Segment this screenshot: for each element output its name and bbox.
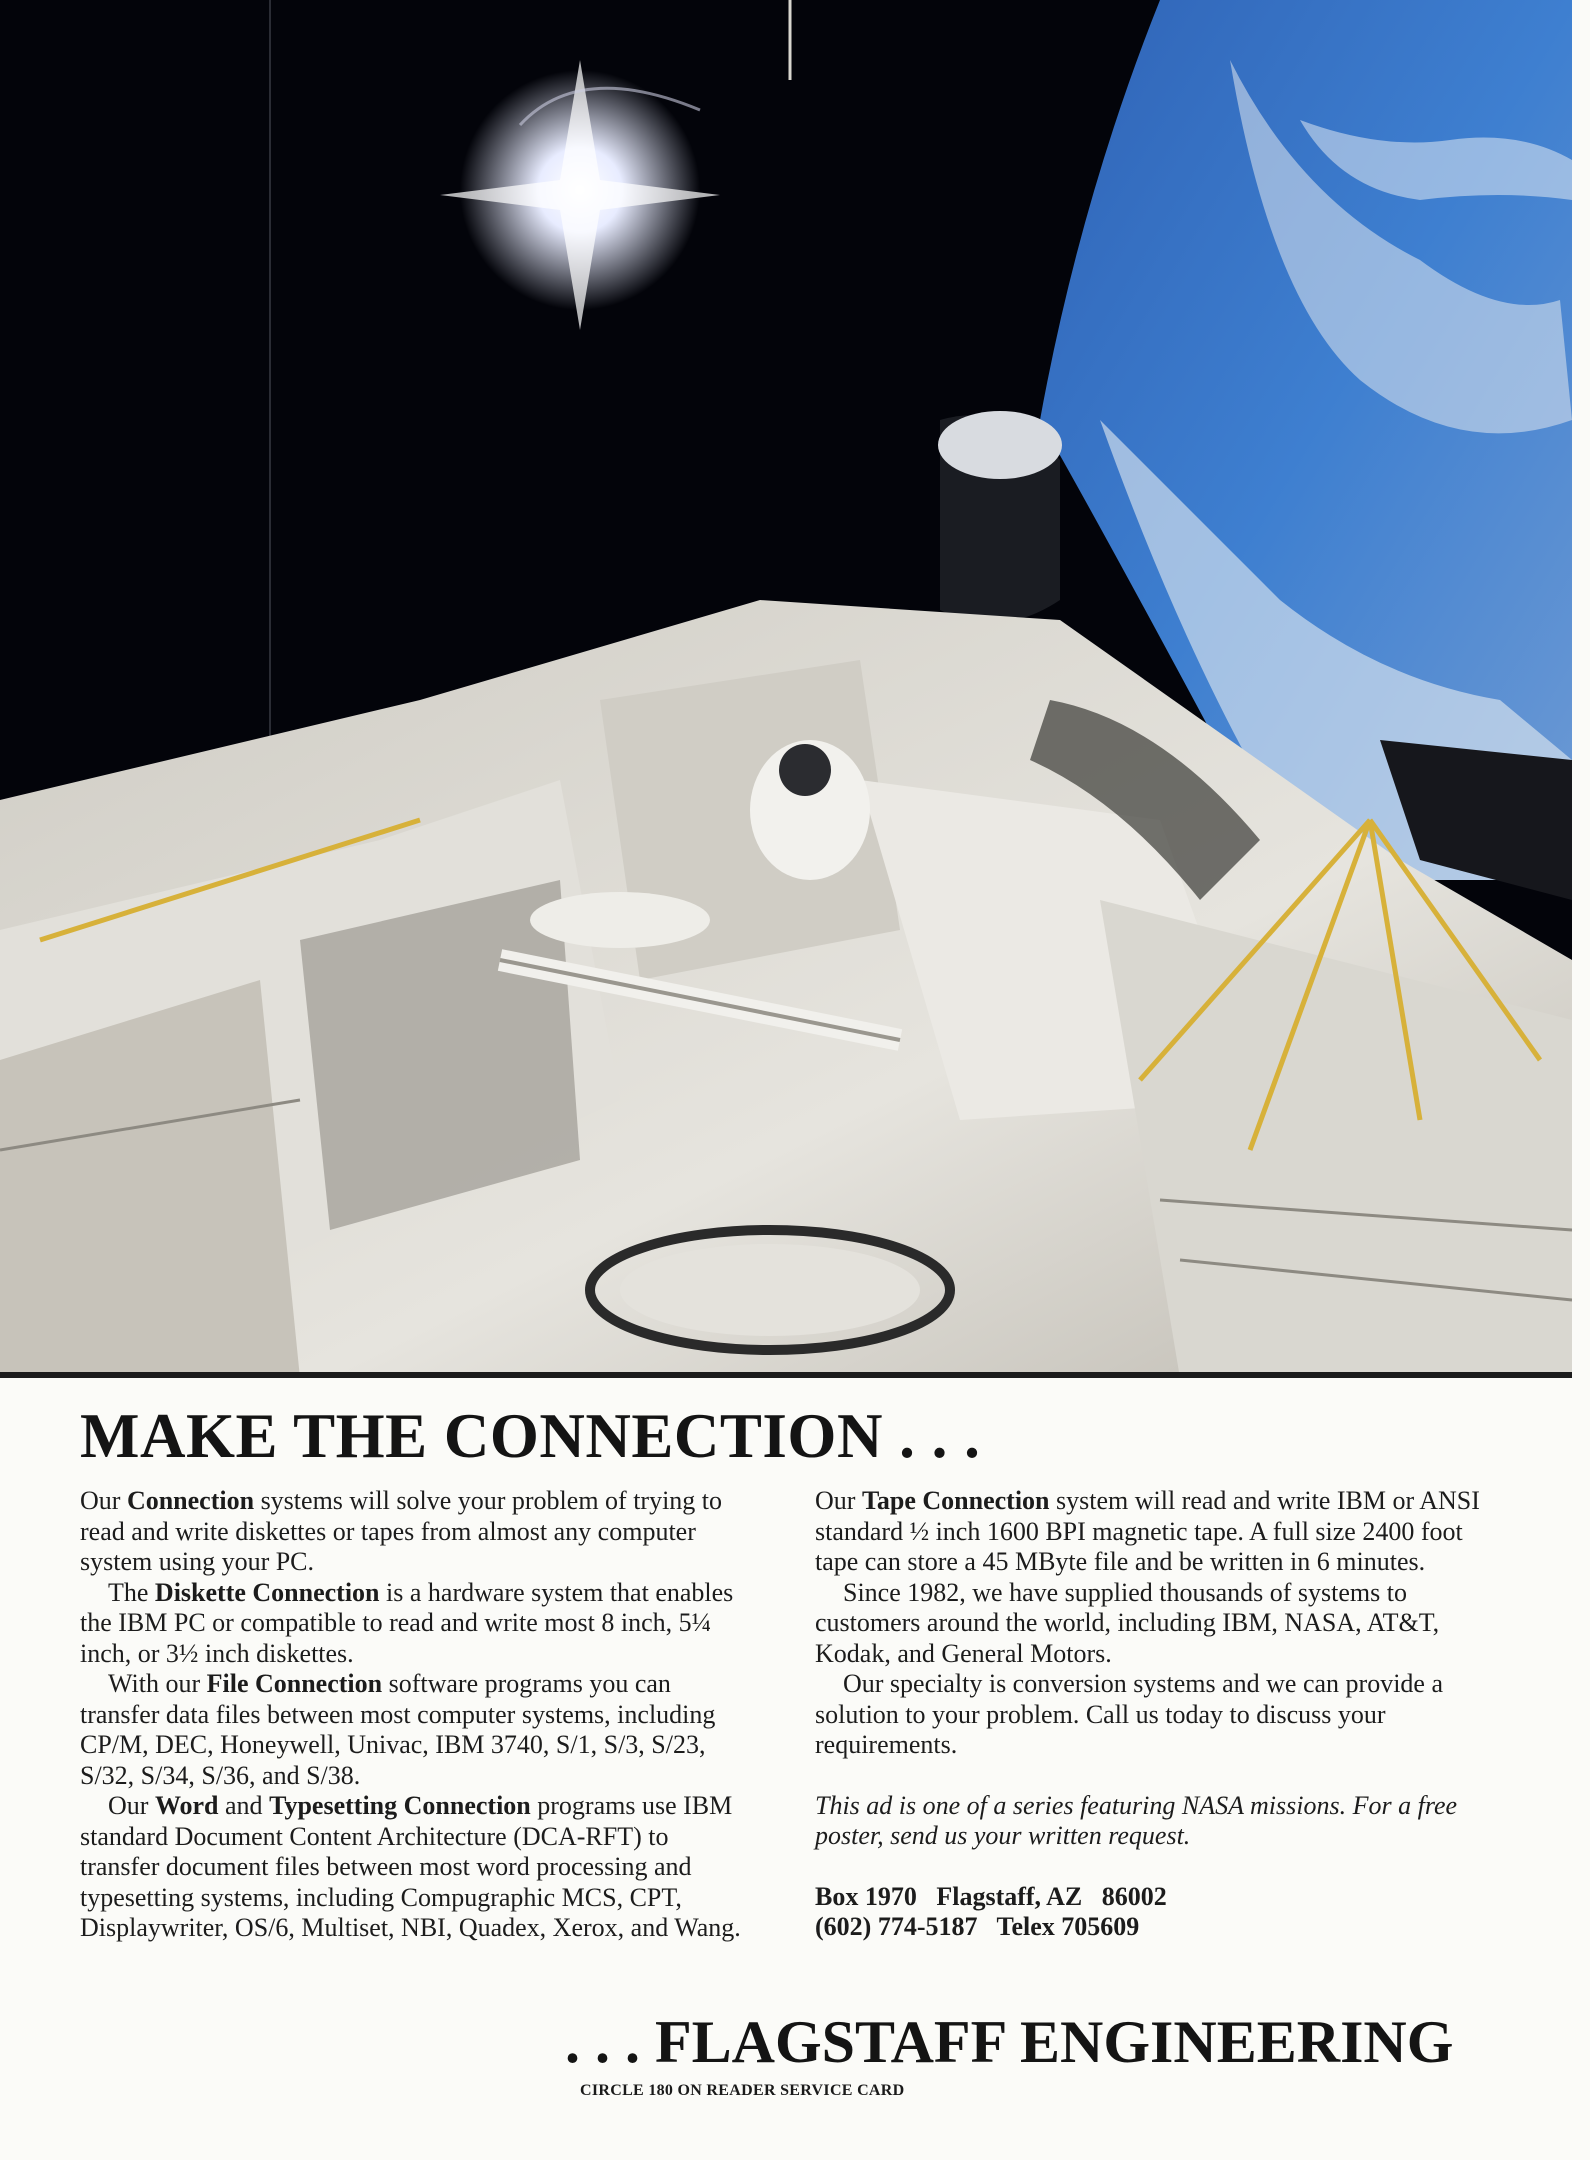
intro-paragraph: Our Connection systems will solve your problem of trying to read and write diskettes or tapes from almost any computer system using your PC. <box>80 1486 723 1576</box>
specialty-paragraph: Our specialty is conversion systems and we can provide a solution to your problem. Call us today to discuss your requirements. <box>815 1669 1444 1759</box>
customers-paragraph: Since 1982, we have supplied thousands of systems to customers around the world, including IBM, NASA, AT&T, Kodak, and General Motors. <box>815 1577 1440 1668</box>
tape-connection-paragraph: Our Tape Connection system will read and write IBM or ANSI standard ½ inch 1600 BPI magnetic tape. A full size 2400 foot tape can store a 45 MByte file and be written in 6 minutes. <box>815 1486 1480 1576</box>
reader-service-note: CIRCLE 180 ON READER SERVICE CARD <box>580 2082 905 2099</box>
right-column <box>815 1486 1495 1943</box>
address-block <box>815 1882 1495 1943</box>
word-typesetting-paragraph: Our Word and Typesetting Connection programs use IBM standard Document Content Architecture (DCA-RFT) to transfer document files between most word processing and typesetting systems, including Compugraphic MCS, CPT, Displaywriter, OS/6, Multiset, NBI, Quadex, Xerox, and Wang. <box>80 1791 741 1942</box>
phone-telex: (602) 774-5187 Telex 705609 <box>815 1912 1140 1941</box>
left-column <box>80 1486 752 1944</box>
headline: MAKE THE CONNECTION . . . <box>80 1401 981 1471</box>
poster-note: This ad is one of a series featuring NASA missions. For a free poster, send us your written request. <box>815 1790 1458 1850</box>
mailing-address: Box 1970 Flagstaff, AZ 86002 <box>815 1881 1167 1911</box>
diskette-connection-paragraph: The Diskette Connection is a hardware system that enables the IBM PC or compatible to read and write most 8 inch, 5¼ inch, or 3½ inch diskettes. <box>80 1577 734 1668</box>
file-connection-paragraph: With our File Connection software programs you can transfer data files between most computer systems, including CP/M, DEC, Honeywell, Univac, IBM 3740, S/1, S/3, S/23, S/32, S/34, S/36, and S/38. <box>80 1669 716 1790</box>
company-signature: . . . FLAGSTAFF ENGINEERING <box>565 2009 1454 2075</box>
